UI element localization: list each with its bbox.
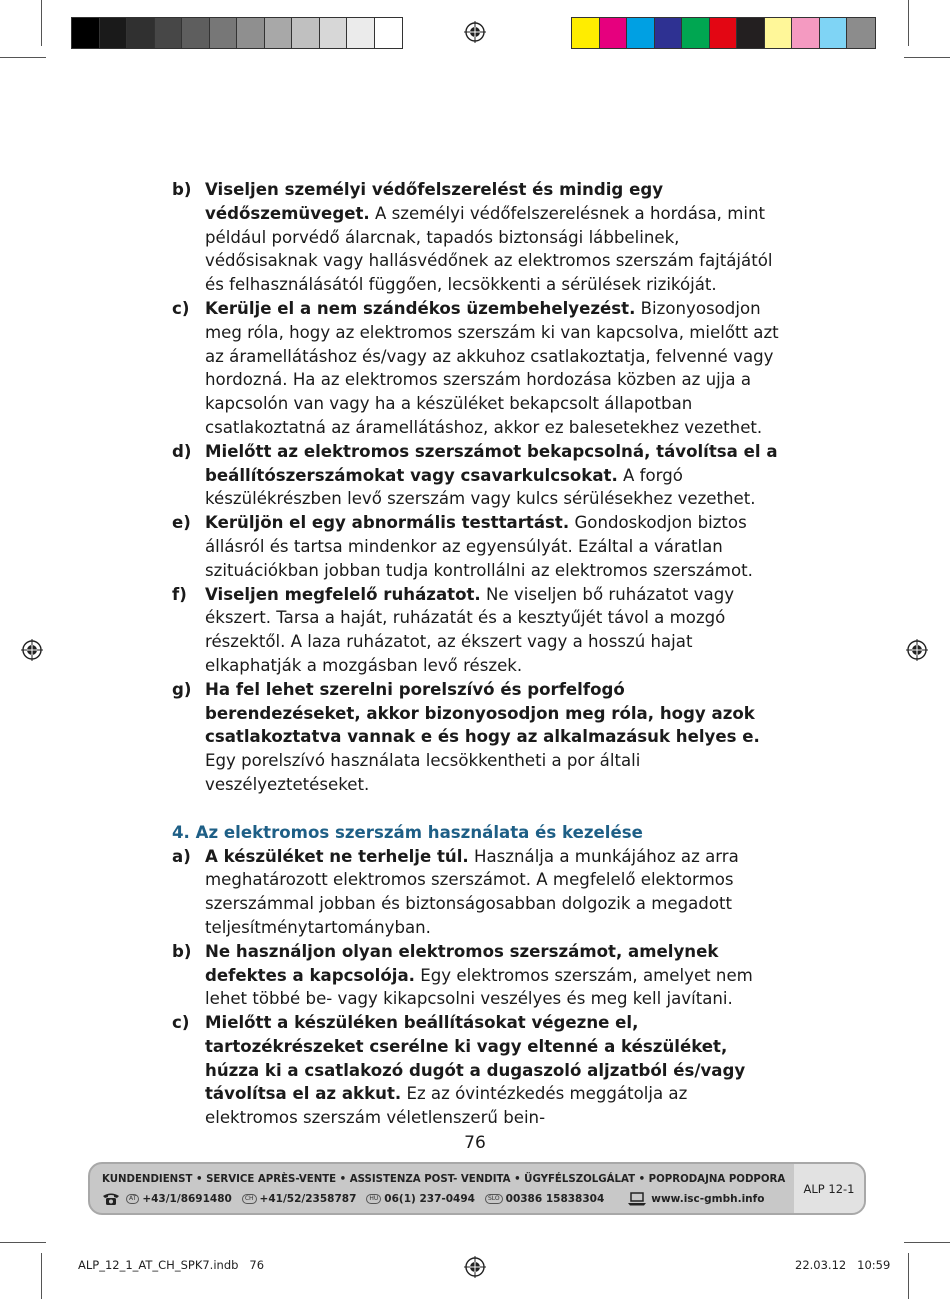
color-swatch [847,18,875,48]
item-body: Egy porelszívó használata lecsökkentheti a por általi veszélyeztetéseket. [205,751,641,794]
list-item [172,511,782,582]
color-swatch [710,18,738,48]
page-number: 76 [464,1133,486,1153]
registration-mark-icon [21,639,43,661]
item-body: Egy elektromos szerszám, amelyet nem lehet többé be- vagy kikapcsolni veszélyes és meg kell javítani. [205,965,753,1009]
item-lead: Ha fel lehet szerelni porelszívó és porfelfogó berendezéseket, akkor bizonyosodjon meg róla, hogy azok csatlakoztatva vannak e és hogy az alkalmazásuk helyes e. [205,679,760,747]
registration-mark-icon [906,639,928,661]
list-item [172,178,782,297]
phone-entry [242,1193,357,1205]
item-body: A forgó készülékrészben levő szerszám vagy kulcs sérülésekhez vezethet. [205,465,756,509]
color-swatch [627,18,655,48]
color-swatch [820,18,848,48]
country-badge: HU [366,1194,381,1204]
item-letter: f) [172,584,187,604]
list-item [172,440,782,511]
section-heading: 4. Az elektromos szerszám használata és kezelése [172,822,643,842]
file-slug: ALP_12_1_AT_CH_SPK7.indb 76 [78,1258,265,1272]
phone-list [126,1193,614,1205]
color-swatch [155,18,183,48]
list-item [172,940,782,1011]
crop-mark [904,57,950,58]
contact-row [102,1192,764,1206]
color-swatch [237,18,265,48]
color-swatch [765,18,793,48]
country-badge: CH [242,1194,257,1204]
safety-list-personal [172,178,782,797]
list-item [172,583,782,678]
crop-mark [0,1242,46,1243]
registration-mark-icon [464,21,486,43]
item-letter: a) [172,846,191,866]
color-swatch [265,18,293,48]
list-item [172,1011,782,1130]
color-swatch [72,18,100,48]
color-swatch [292,18,320,48]
model-number: ALP 12-1 [794,1164,864,1213]
item-body: Használja a munkájához az arra meghatározott elektromos szerszámot. A megfelelő elektormos szerszámmal jobban és biztonságosabban dolgozik a megadott teljesítménytartományban. [205,846,739,937]
color-swatch [737,18,765,48]
country-badge: AT [126,1194,139,1204]
item-lead: Mielőtt a készüléken beállításokat végezne el, tartozékrészeket cserélne ki vagy eltenné a készüléket, húzza ki a csatlakozó dugót a dugaszoló aljzatból és/vagy távolítsa el az akkut. [205,1013,746,1104]
phone-entry [485,1193,604,1205]
color-swatch [127,18,155,48]
crop-mark [0,57,46,58]
item-lead: A készüléket ne terhelje túl. [205,846,469,866]
item-letter: b) [172,180,192,199]
item-letter: b) [172,941,192,961]
country-badge: SLO [485,1194,503,1204]
item-lead: Viseljen személyi védőfelszerelést és mindig egy védőszemüveget. [205,180,664,223]
color-swatch [572,18,600,48]
website-link[interactable]: www.isc-gmbh.info [651,1193,765,1205]
color-swatch [600,18,628,48]
phone-number[interactable]: 06(1) 237-0494 [384,1193,475,1205]
item-letter: g) [172,679,192,699]
item-letter: c) [172,298,190,318]
item-lead: Kerüljön el egy abnormális testtartást. [205,513,570,533]
color-swatch [792,18,820,48]
service-band [88,1162,866,1215]
color-swatch [375,18,403,48]
color-swatch [100,18,128,48]
item-letter: c) [172,1013,190,1033]
grayscale-color-bar [71,17,403,49]
laptop-icon [628,1192,646,1206]
registration-mark-icon [464,1256,486,1278]
telephone-icon [102,1192,120,1206]
item-lead: Mielőtt az elektromos szerszámot bekapcsolná, távolítsa el a beállítószerszámokat vagy csavarkulcsokat. [205,441,778,485]
item-letter: d) [172,441,192,461]
item-lead: Ne használjon olyan elektromos szerszámot, amelynek defektes a kapcsolója. [205,941,719,985]
item-body: A személyi védőfelszerelésnek a hordása, mint például porvédő álarcnak, tapadós biztonsági lábbelinek, védősisaknak vagy hallásvédőnek az elektromos szerszám fajtájától és felhasználásától függően, lecsökkenti a sérülések rizikóját. [205,203,773,295]
crop-mark [904,1242,950,1243]
crop-mark [908,0,909,46]
item-body: Ne viseljen bő ruházatot vagy ékszert. Tarsa a haját, ruházatát és a kesztyűjét távol a mozgó részektől. A laza ruházatot, az ékszert vagy a hosszú hajat elkaphatják a mozgásban levő részek. [205,584,735,675]
list-item [172,297,782,440]
list-item [172,678,782,797]
phone-entry [126,1193,232,1205]
phone-number[interactable]: +43/1/8691480 [142,1193,232,1205]
color-swatch [682,18,710,48]
color-swatch [182,18,210,48]
item-body: Bizonyosodjon meg róla, hogy az elektromos szerszám ki van kapcsolva, mielőtt azt az áramellátáshoz és/vagy az akkuhoz csatlakoztatja, felvenné vagy hordozná. Ha az elektromos szerszám hordozása közben az ujja a kapcsolón van vagy ha a készüléket bekapcsolt állapotban csatlakoztatná az áramellátáshoz, akkor ez balesetekhez vezethet. [205,298,779,437]
item-body: Ez az óvintézkedés meggátolja az elektromos szerszám véletlenszerű bein- [205,1084,688,1128]
item-lead: Viseljen megfelelő ruházatot. [205,584,481,604]
phone-entry [366,1193,475,1205]
list-item [172,845,782,940]
color-swatch [210,18,238,48]
date-slug: 22.03.12 10:59 [795,1258,891,1272]
item-body: Gondoskodjon biztos állásról és tartsa mindenkor az egyensúlyát. Ezáltal a váratlan szituációkban jobban tudja kontrollálni az elektromos szerszámot. [205,513,753,580]
item-lead: Kerülje el a nem szándékos üzembehelyezést. [205,298,636,318]
color-swatch [320,18,348,48]
manual-text [172,178,782,1130]
crop-mark [41,1253,42,1299]
service-languages: KUNDENDIENST • SERVICE APRÈS-VENTE • ASSISTENZA POST- VENDITA • ÜGYFÉLSZOLGÁLAT • POPRODAJNA PODPORA [102,1174,786,1185]
phone-number[interactable]: 00386 15838304 [505,1193,605,1205]
safety-list-tool-use [172,845,782,1131]
color-swatch [655,18,683,48]
phone-number[interactable]: +41/52/2358787 [259,1193,357,1205]
crop-mark [908,1253,909,1299]
crop-mark [41,0,42,46]
process-color-bar [571,17,876,49]
color-swatch [347,18,375,48]
item-letter: e) [172,513,191,533]
